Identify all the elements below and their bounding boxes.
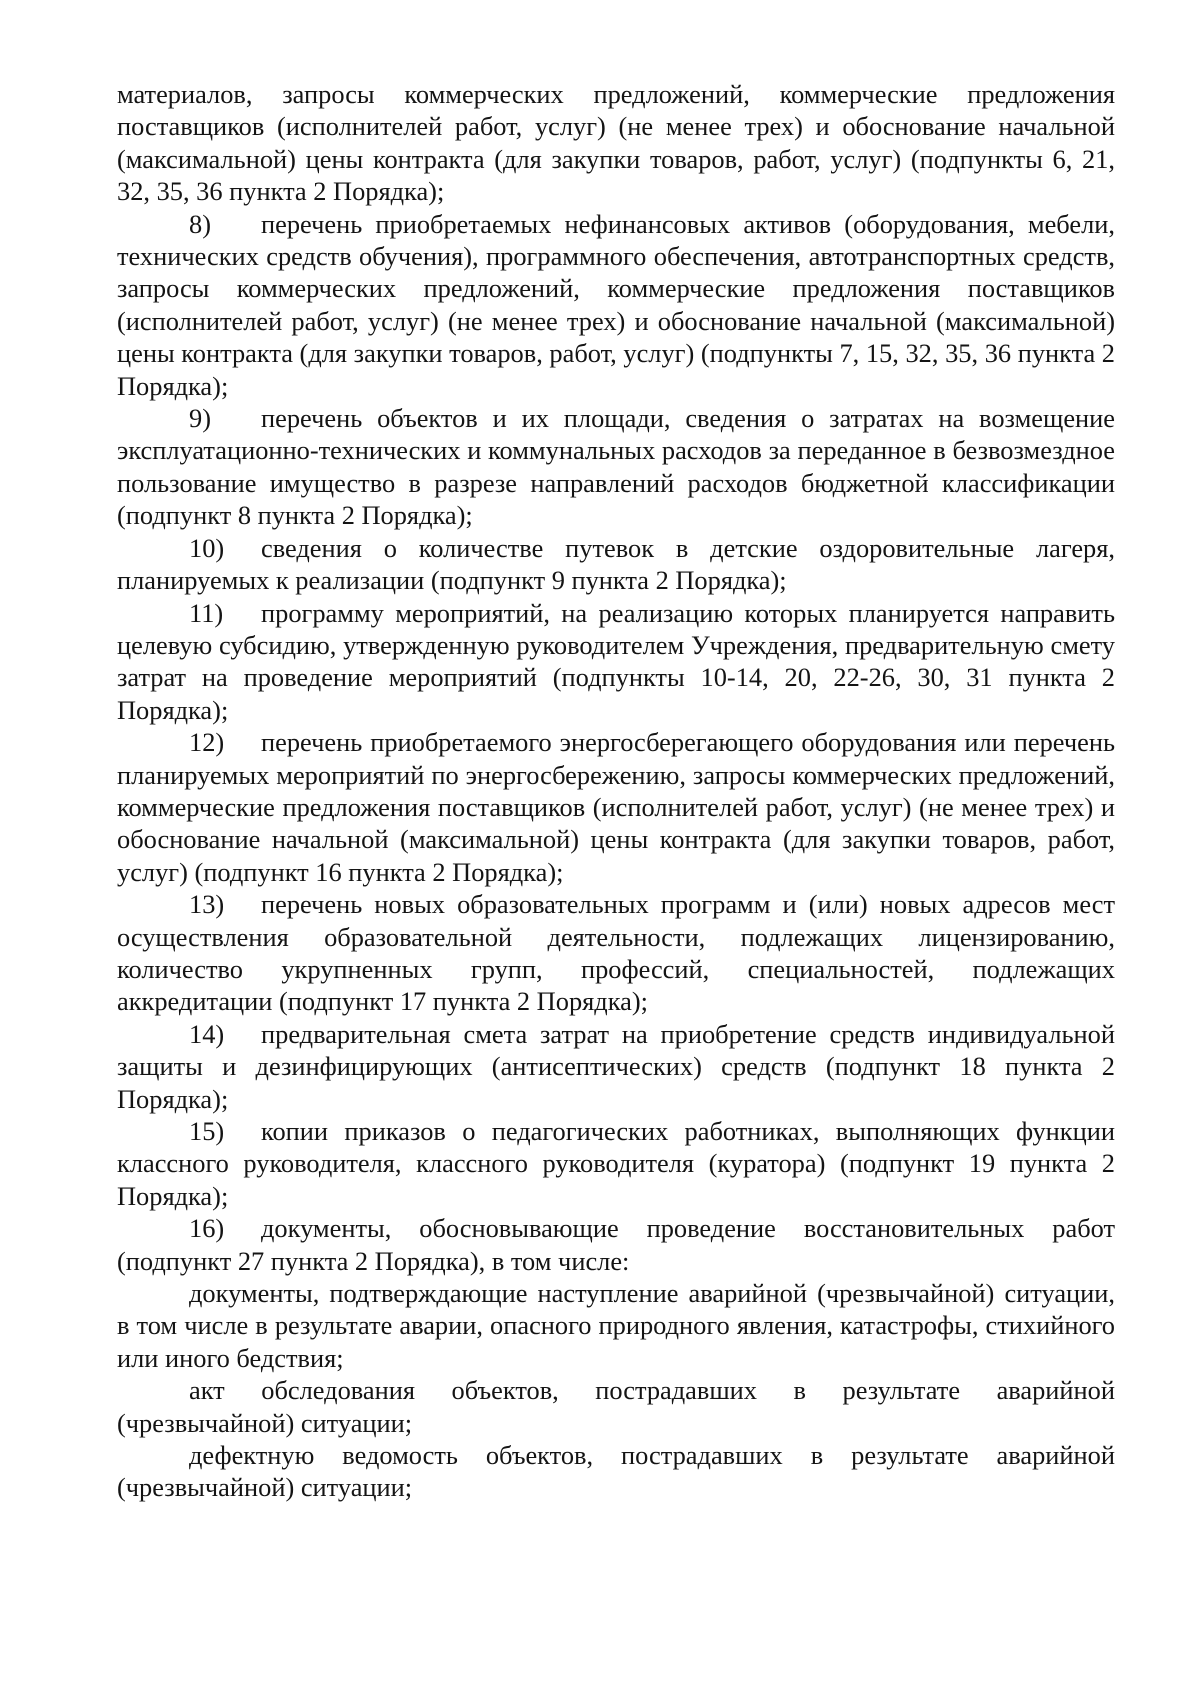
item-number: 13) xyxy=(189,889,225,920)
sub-item-inspection-act xyxy=(117,1374,1115,1439)
paragraph-continuation xyxy=(117,78,1115,208)
sub-item-text: дефектную ведомость объектов, пострадавших в результате аварийной (чрезвычайной) ситуации; xyxy=(117,1440,1115,1503)
item-text: предварительная смета затрат на приобретение средств индивидуальной защиты и дезинфицирующих (антисептических) средств (подпункт 18 пункта 2 Порядка); xyxy=(117,1018,1115,1114)
sub-item-text: акт обследования объектов, пострадавших в результате аварийной (чрезвычайной) ситуации; xyxy=(117,1375,1115,1438)
item-number: 9) xyxy=(189,403,211,434)
item-text: перечень новых образовательных программ и (или) новых адресов мест осуществления образовательной деятельности, подлежащих лицензированию, количество укрупненных групп, профессий, специальностей, подлежащих аккредитации (подпункт 17 пункта 2 Порядка); xyxy=(117,889,1115,1017)
list-item-10 xyxy=(117,532,1115,597)
item-number: 11) xyxy=(189,597,224,628)
sub-item-text: документы, подтверждающие наступление аварийной (чрезвычайной) ситуации, в том числе в результате аварии, опасного природного явления, катастрофы, стихийного или иного бедствия; xyxy=(117,1278,1115,1373)
list-item-13 xyxy=(117,888,1115,1018)
item-text: копии приказов о педагогических работниках, выполняющих функции классного руководителя, классного руководителя (куратора) (подпункт 19 пункта 2 Порядка); xyxy=(117,1116,1115,1211)
list-item-16 xyxy=(117,1212,1115,1277)
list-item-11 xyxy=(117,597,1115,727)
item-number: 10) xyxy=(189,532,225,563)
item-number: 15) xyxy=(189,1116,225,1146)
item-text: документы, обосновывающие проведение восстановительных работ (подпункт 27 пункта 2 Порядка), в том числе: xyxy=(117,1213,1115,1276)
item-text: перечень приобретаемого энергосберегающего оборудования или перечень планируемых мероприятий по энергосбережению, запросы коммерческих предложений, коммерческие предложения поставщиков (исполнителей работ, услуг) (не менее трех) и обоснование начальной (максимальной) цены контракта (для закупки товаров, работ, услуг) (подпункт 16 пункта 2 Порядка); xyxy=(117,727,1115,887)
list-item-14 xyxy=(117,1018,1115,1115)
item-number: 14) xyxy=(189,1018,225,1049)
list-item-8 xyxy=(117,208,1115,402)
item-number: 12) xyxy=(189,727,225,758)
item-text: программу мероприятий, на реализацию которых планируется направить целевую субсидию, утвержденную руководителем Учреждения, предварительную смету затрат на проведение мероприятий (подпункты 10-14, 20, 22-26, 30, 31 пункта 2 Порядка); xyxy=(117,597,1115,725)
item-text: сведения о количестве путевок в детские оздоровительные лагеря, планируемых к реализации (подпункт 9 пункта 2 Порядка); xyxy=(117,532,1115,596)
list-item-15 xyxy=(117,1115,1115,1212)
list-item-12 xyxy=(117,726,1115,888)
document-body xyxy=(117,78,1115,1504)
item-text: перечень объектов и их площади, сведения о затратах на возмещение эксплуатационно-технических и коммунальных расходов за переданное в безвозмездное пользование имущество в разрезе направлений расходов бюджетной классификации (подпункт 8 пункта 2 Порядка); xyxy=(117,403,1115,531)
item-text: перечень приобретаемых нефинансовых активов (оборудования, мебели, технических средств обучения), программного обеспечения, автотранспортных средств, запросы коммерческих предложений, коммерческие предложения поставщиков (исполнителей работ, услуг) (не менее трех) и обоснование начальной (максимальной) цены контракта (для закупки товаров, работ, услуг) (подпункты 7, 15, 32, 35, 36 пункта 2 Порядка); xyxy=(117,208,1115,401)
paragraph-text: материалов, запросы коммерческих предложений, коммерческие предложения поставщиков (исполнителей работ, услуг) (не менее трех) и обоснование начальной (максимальной) цены контракта (для закупки товаров, работ, услуг) (подпункты 6, 21, 32, 35, 36 пункта 2 Порядка); xyxy=(117,79,1115,207)
item-number: 8) xyxy=(189,208,211,239)
list-item-9 xyxy=(117,402,1115,532)
item-number: 16) xyxy=(189,1213,225,1244)
sub-item-emergency-documents xyxy=(117,1277,1115,1374)
sub-item-defect-statement xyxy=(117,1439,1115,1504)
